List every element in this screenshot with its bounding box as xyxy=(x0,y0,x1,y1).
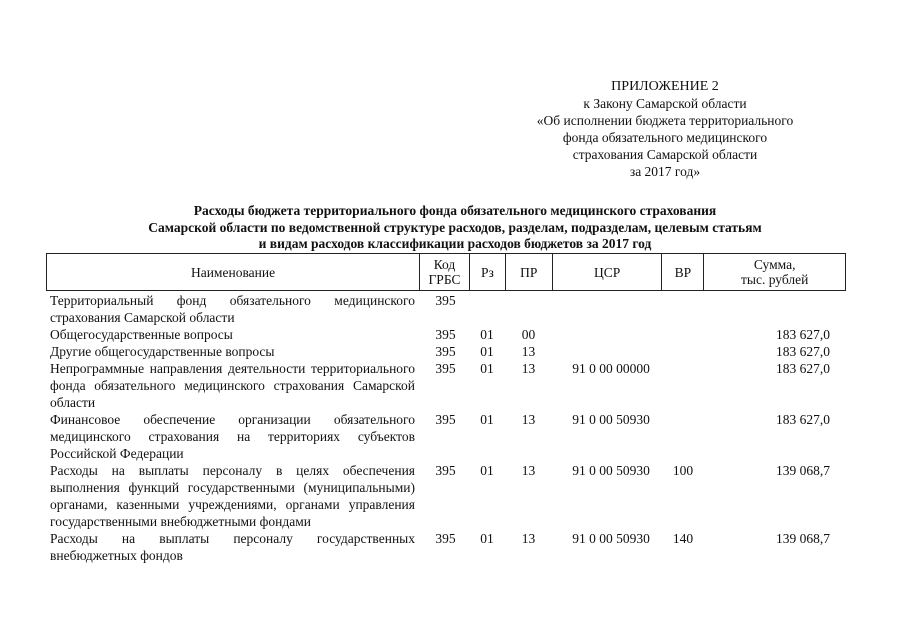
appendix-title: ПРИЛОЖЕНИЕ 2 xyxy=(611,79,719,94)
cell-csr xyxy=(552,326,662,343)
table-row xyxy=(46,411,846,462)
document-title-line: Самарской области по ведомственной структуре расходов, разделам, подразделам, целевым статьям xyxy=(148,219,762,235)
cell-rz: 01 xyxy=(480,463,494,478)
table-row xyxy=(46,530,846,564)
cell-sum: 183 627,0 xyxy=(776,344,830,359)
cell-rz: 01 xyxy=(480,344,494,359)
cell-csr: 91 0 00 50930 xyxy=(572,463,650,478)
cell-grbs: 395 xyxy=(435,327,456,342)
cell-name: Общегосударственные вопросы xyxy=(50,327,233,342)
cell-grbs: 395 xyxy=(435,344,456,359)
cell-csr: 91 0 00 00000 xyxy=(572,361,650,376)
cell-sum xyxy=(704,292,846,326)
cell-csr: 91 0 00 50930 xyxy=(572,531,650,546)
cell-pr: 13 xyxy=(521,344,536,359)
cell-name: Территориальный фонд обязательного медицинского страхования Самарской области xyxy=(50,293,415,325)
cell-grbs: 395 xyxy=(435,361,456,376)
cell-vr xyxy=(662,411,704,462)
header-grbs xyxy=(419,254,469,290)
table-row xyxy=(46,326,846,343)
cell-pr: 13 xyxy=(521,412,536,427)
cell-vr xyxy=(662,360,704,411)
table-row xyxy=(46,462,846,530)
header-name: Наименование xyxy=(190,264,276,280)
cell-pr: 13 xyxy=(521,463,536,478)
cell-pr: 13 xyxy=(521,361,536,376)
header-rz: Рз xyxy=(469,254,505,290)
cell-grbs: 395 xyxy=(435,293,456,308)
cell-vr: 100 xyxy=(672,463,694,478)
header-sum-line2: тыс. рублей xyxy=(740,272,809,287)
cell-csr xyxy=(552,292,662,326)
appendix-line: страхования Самарской области xyxy=(572,147,758,162)
table-row xyxy=(46,292,846,326)
header-sum xyxy=(703,254,845,290)
cell-name: Расходы на выплаты персоналу государственных внебюджетных фондов xyxy=(50,531,415,563)
header-pr: ПР xyxy=(505,254,552,290)
cell-rz: 01 xyxy=(480,361,494,376)
header-sum-line1: Сумма, xyxy=(753,257,796,272)
cell-sum: 183 627,0 xyxy=(776,412,830,427)
header-vr: ВР xyxy=(661,254,703,290)
header-grbs-line2: ГРБС xyxy=(428,272,461,287)
cell-sum: 139 068,7 xyxy=(776,463,830,478)
document-title xyxy=(60,203,850,253)
cell-vr xyxy=(662,343,704,360)
cell-vr xyxy=(662,292,704,326)
cell-csr: 91 0 00 50930 xyxy=(572,412,650,427)
cell-pr: 00 xyxy=(521,327,536,342)
table-header xyxy=(46,253,846,291)
cell-vr: 140 xyxy=(672,531,694,546)
expenditure-table xyxy=(46,253,846,564)
appendix-line: за 2017 год» xyxy=(629,164,701,179)
cell-csr xyxy=(552,343,662,360)
cell-name: Непрограммные направления деятельности территориального фонда обязательного медицинского страхования Самарской области xyxy=(50,361,415,410)
cell-pr xyxy=(505,292,552,326)
table-row xyxy=(46,343,846,360)
cell-grbs: 395 xyxy=(435,463,456,478)
cell-rz: 01 xyxy=(480,412,494,427)
appendix-line: «Об исполнении бюджета территориального xyxy=(536,113,794,128)
document-title-line: Расходы бюджета территориального фонда обязательного медицинского страхования xyxy=(193,203,717,218)
cell-pr: 13 xyxy=(521,531,536,546)
appendix-line: к Закону Самарской области xyxy=(583,96,747,111)
cell-sum: 183 627,0 xyxy=(776,361,830,376)
appendix-line: фонда обязательного медицинского xyxy=(562,130,768,145)
header-grbs-line1: Код xyxy=(433,257,456,272)
cell-name: Расходы на выплаты персоналу в целях обеспечения выполнения функций государственными (муниципальными) органами, казенными учреждениями, органами управления государственными внебюджетными фондами xyxy=(50,463,415,529)
document-title-line: и видам расходов классификации расходов бюджетов за 2017 год xyxy=(258,236,652,251)
header-csr: ЦСР xyxy=(552,254,662,290)
cell-rz: 01 xyxy=(480,327,494,342)
cell-rz: 01 xyxy=(480,531,494,546)
cell-rz xyxy=(469,292,505,326)
cell-name: Другие общегосударственные вопросы xyxy=(50,344,275,359)
cell-sum: 139 068,7 xyxy=(776,531,830,546)
table-body xyxy=(46,291,846,564)
appendix-header xyxy=(500,78,830,180)
cell-sum: 183 627,0 xyxy=(776,327,830,342)
cell-vr xyxy=(662,326,704,343)
cell-grbs: 395 xyxy=(435,412,456,427)
table-row xyxy=(46,360,846,411)
cell-grbs: 395 xyxy=(435,531,456,546)
cell-name: Финансовое обеспечение организации обязательного медицинского страхования на территориях субъектов Российской Федерации xyxy=(50,412,415,461)
